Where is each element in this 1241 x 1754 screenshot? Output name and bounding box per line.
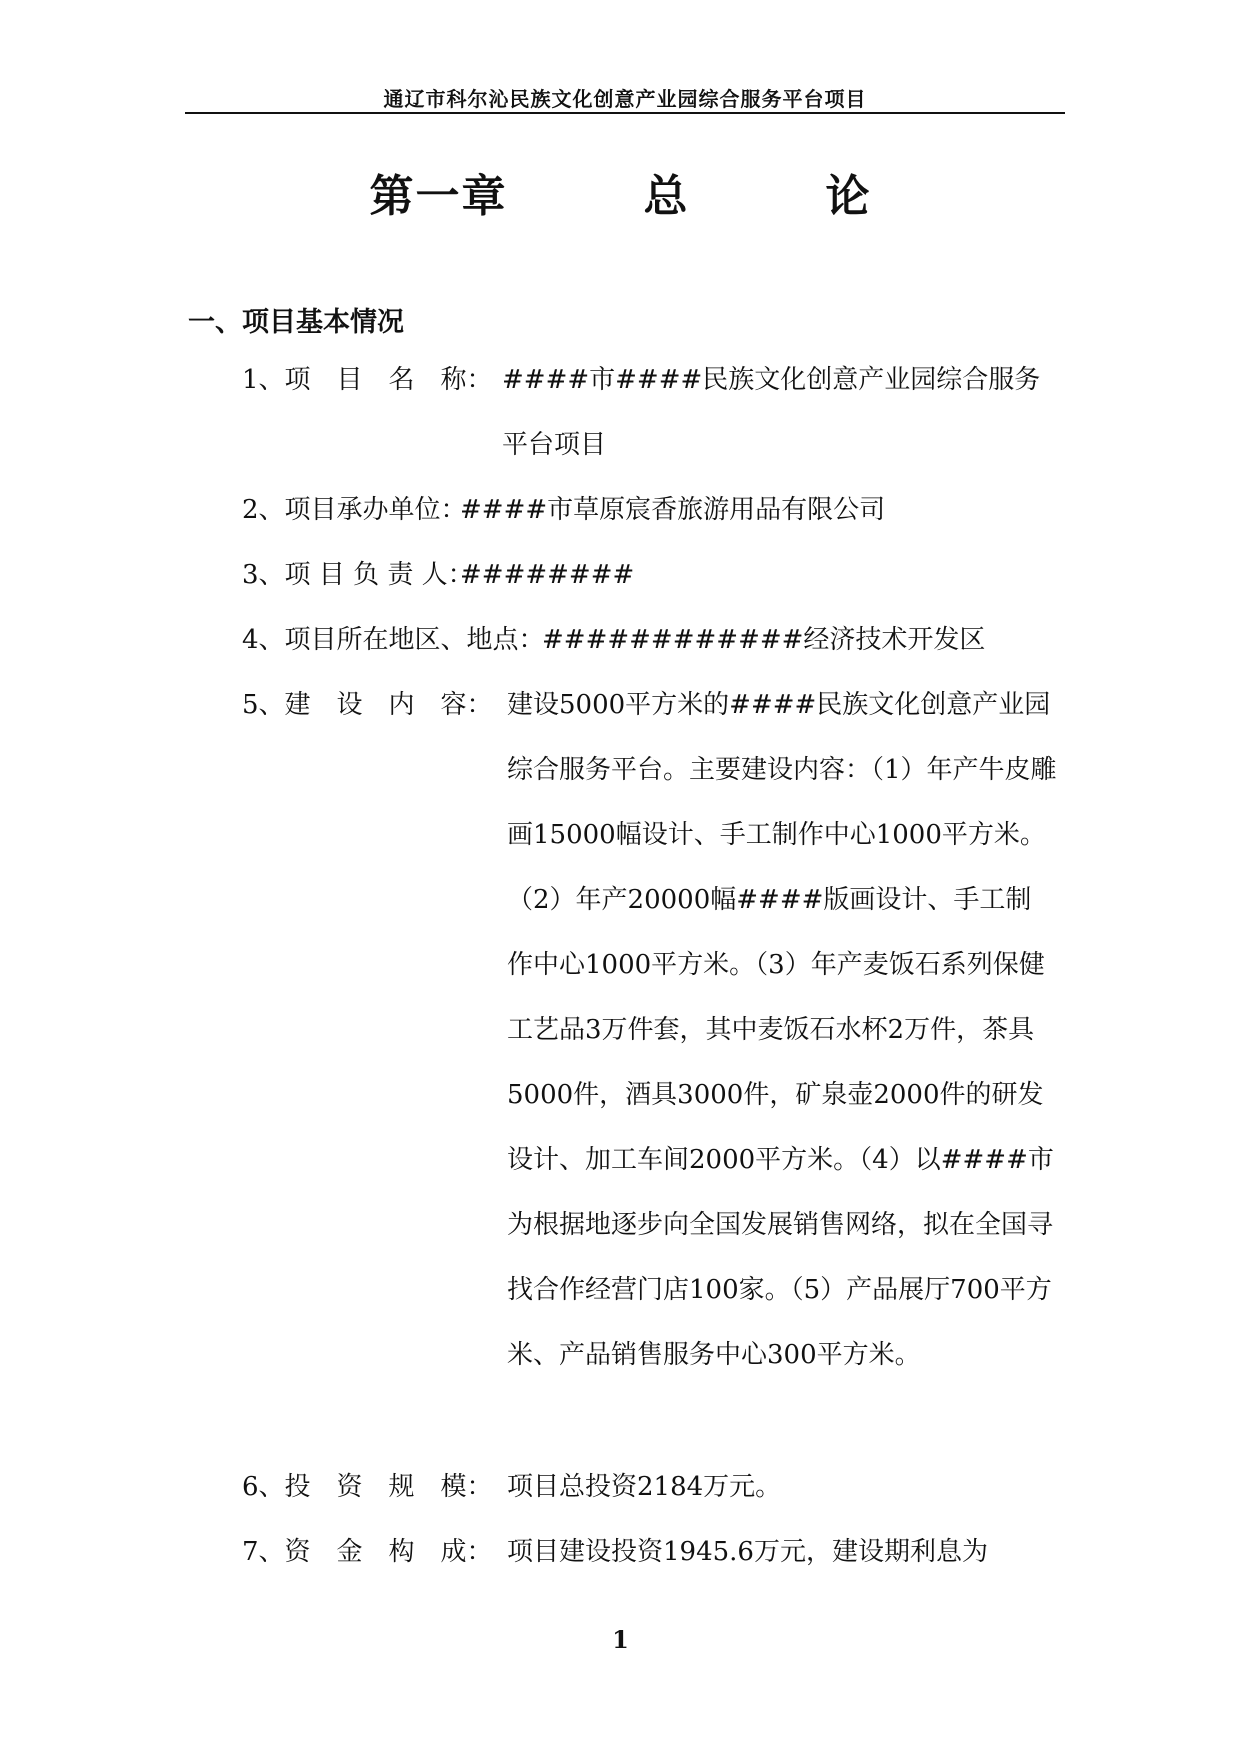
running-header: 通辽市科尔沁民族文化创意产业园综合服务平台项目 xyxy=(383,87,867,111)
item-label: 6、投 资 规 模： xyxy=(242,1472,493,1502)
item-value: ####市####民族文化创意产业园综合服务平台项目 xyxy=(502,365,1041,460)
item-label: 1、项 目 名 称： xyxy=(242,365,493,395)
item-label: 3、项 目 负 责 人： xyxy=(242,560,474,590)
item-value: 项目建设投资1945.6万元，建设期利息为 xyxy=(507,1537,988,1567)
item-value: ######## xyxy=(460,560,635,590)
item-label: 5、建 设 内 容： xyxy=(242,690,493,720)
item-investment-scale xyxy=(242,1455,1057,1520)
item-project-name xyxy=(242,348,1057,478)
item-value: ############经济技术开发区 xyxy=(542,625,986,655)
item-organizer xyxy=(242,478,1057,543)
item-label: 7、资 金 构 成： xyxy=(242,1537,493,1567)
item-location xyxy=(242,608,1057,673)
item-funding-structure xyxy=(242,1520,1057,1585)
item-construction-content xyxy=(242,673,1057,1453)
header-rule xyxy=(185,112,1065,114)
section-heading: 一、项目基本情况 xyxy=(188,307,404,338)
item-label: 2、项目承办单位： xyxy=(242,495,467,525)
item-responsible-person xyxy=(242,543,1057,608)
item-value: ####市草原宸香旅游用品有限公司 xyxy=(460,495,886,525)
item-label: 4、项目所在地区、地点： xyxy=(242,625,545,655)
item-value: 项目总投资2184万元。 xyxy=(507,1472,782,1502)
chapter-title: 第一章 总 论 xyxy=(369,171,872,222)
page-number: 1 xyxy=(612,1625,629,1654)
item-value: 建设5000平方米的####民族文化创意产业园综合服务平台。主要建设内容：（1）年产牛皮雕画15000幅设计、手工制作中心1000平方米。（2）年产20000幅####版画设计、手工制作中心1000平方米。（3）年产麦饭石系列保健工艺品3万件套，其中麦饭石水杯2万件，茶具5000件，酒具3000件，矿泉壶2000件的研发设计、加工车间2000平方米。（4）以####市为根据地逐步向全国发展销售网络，拟在全国寻找合作经营门店100家。（5）产品展厅700平方米、产品销售服务中心300平方米。 xyxy=(507,690,1057,1370)
